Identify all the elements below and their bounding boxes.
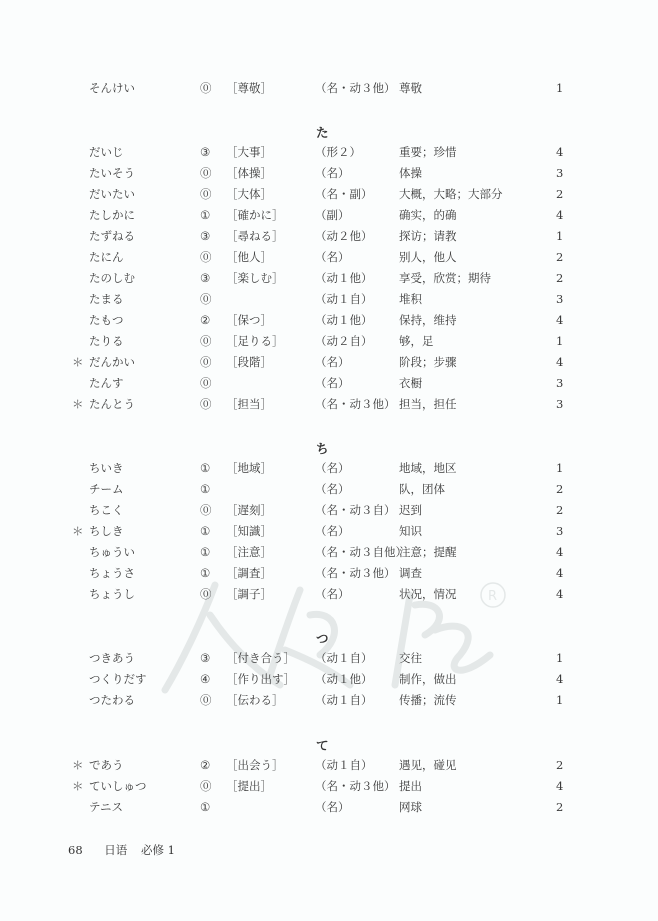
part-of-speech: （动１自） (315, 693, 373, 707)
accent-mark: ① (200, 545, 211, 559)
kana-reading: チーム (89, 482, 124, 496)
kana-reading: たりる (89, 334, 124, 348)
vocab-row (0, 184, 658, 205)
vocab-row (0, 289, 658, 310)
part-of-speech: （动１他） (315, 672, 373, 686)
kanji-form: ［尋ねる］ (226, 229, 284, 243)
accent-mark: ① (200, 208, 211, 222)
meaning: 享受，欣赏；期待 (399, 271, 491, 285)
part-of-speech: （形２） (315, 145, 361, 159)
accent-mark: ⓪ (200, 187, 212, 201)
vocab-row (0, 268, 658, 289)
kana-reading: ちしき (89, 524, 124, 538)
kana-reading: たしかに (89, 208, 135, 222)
kanji-form: ［保つ］ (226, 313, 272, 327)
lesson-number: 2 (556, 503, 564, 517)
kana-reading: であう (89, 758, 124, 772)
kana-reading: だいたい (89, 187, 135, 201)
accent-mark: ⓪ (200, 334, 212, 348)
vocab-row (0, 563, 658, 584)
meaning: 网球 (399, 800, 422, 814)
lesson-number: 4 (556, 313, 564, 327)
book-title: 日语 (104, 843, 128, 857)
important-marker: ＊ (72, 397, 84, 411)
part-of-speech: （名） (315, 482, 350, 496)
kanji-form: ［楽しむ］ (226, 271, 284, 285)
part-of-speech: （动２自） (315, 334, 373, 348)
part-of-speech: （名・动３他） (315, 81, 396, 95)
kanji-form: ［地域］ (226, 461, 272, 475)
meaning: 调查 (399, 566, 422, 580)
kanji-form: ［伝わる］ (226, 693, 284, 707)
accent-mark: ④ (200, 672, 211, 686)
vocab-row (0, 458, 658, 479)
accent-mark: ⓪ (200, 292, 212, 306)
kana-reading: テニス (89, 800, 124, 814)
lesson-number: 1 (556, 81, 564, 95)
page-number: 68 (68, 843, 83, 857)
lesson-number: 3 (556, 376, 564, 390)
part-of-speech: （名・动３自他） (315, 545, 407, 559)
vocab-row (0, 669, 658, 690)
meaning: 担当，担任 (399, 397, 457, 411)
meaning: 遇见，碰见 (399, 758, 457, 772)
kana-reading: ちゅうい (89, 545, 135, 559)
vocab-row (0, 310, 658, 331)
important-marker: ＊ (72, 758, 84, 772)
meaning: 尊敬 (399, 81, 422, 95)
lesson-number: 2 (556, 800, 564, 814)
lesson-number: 3 (556, 397, 564, 411)
kanji-form: ［付き合う］ (226, 651, 295, 665)
meaning: 注意；提醒 (399, 545, 457, 559)
meaning: 地域，地区 (399, 461, 457, 475)
meaning: 状况，情况 (399, 587, 457, 601)
kana-reading: たのしむ (89, 271, 135, 285)
accent-mark: ③ (200, 271, 211, 285)
kanji-form: ［提出］ (226, 779, 272, 793)
vocab-row (0, 373, 658, 394)
lesson-number: 2 (556, 187, 564, 201)
part-of-speech: （名） (315, 524, 350, 538)
lesson-number: 1 (556, 461, 564, 475)
kana-reading: そんけい (89, 81, 135, 95)
lesson-number: 1 (556, 693, 564, 707)
meaning: 迟到 (399, 503, 422, 517)
kana-reading: つくりだす (89, 672, 147, 686)
meaning: 别人，他人 (399, 250, 457, 264)
part-of-speech: （名・动３他） (315, 397, 396, 411)
vocab-row (0, 584, 658, 605)
accent-mark: ③ (200, 229, 211, 243)
part-of-speech: （动１自） (315, 292, 373, 306)
vocab-row (0, 690, 658, 711)
accent-mark: ① (200, 524, 211, 538)
kana-reading: たんとう (89, 397, 135, 411)
kana-reading: ちょうさ (89, 566, 135, 580)
vocab-row (0, 394, 658, 415)
lesson-number: 2 (556, 271, 564, 285)
kanji-form: ［作り出す］ (226, 672, 295, 686)
kana-reading: たんす (89, 376, 124, 390)
meaning: 提出 (399, 779, 422, 793)
accent-mark: ⓪ (200, 376, 212, 390)
lesson-number: 1 (556, 651, 564, 665)
vocab-row (0, 542, 658, 563)
part-of-speech: （动１自） (315, 651, 373, 665)
kana-reading: ちいき (89, 461, 124, 475)
kana-reading: だんかい (89, 355, 135, 369)
lesson-number: 4 (556, 672, 564, 686)
kana-reading: たずねる (89, 229, 135, 243)
part-of-speech: （名・动３他） (315, 779, 396, 793)
volume-label: 必修 1 (140, 843, 175, 857)
accent-mark: ① (200, 482, 211, 496)
part-of-speech: （名） (315, 250, 350, 264)
vocab-row (0, 521, 658, 542)
kanji-form: ［担当］ (226, 397, 272, 411)
lesson-number: 2 (556, 482, 564, 496)
lesson-number: 4 (556, 566, 564, 580)
vocab-row (0, 226, 658, 247)
lesson-number: 1 (556, 334, 564, 348)
part-of-speech: （名） (315, 355, 350, 369)
part-of-speech: （名） (315, 461, 350, 475)
accent-mark: ⓪ (200, 355, 212, 369)
accent-mark: ① (200, 800, 211, 814)
vocab-row (0, 797, 658, 818)
accent-mark: ① (200, 566, 211, 580)
kanji-form: ［注意］ (226, 545, 272, 559)
kana-reading: つきあう (89, 651, 135, 665)
meaning: 大概，大略；大部分 (399, 187, 503, 201)
part-of-speech: （动１自） (315, 758, 373, 772)
vocab-row (0, 142, 658, 163)
meaning: 交往 (399, 651, 422, 665)
accent-mark: ⓪ (200, 166, 212, 180)
accent-mark: ⓪ (200, 693, 212, 707)
vocab-row (0, 163, 658, 184)
kana-reading: だいじ (89, 145, 124, 159)
lesson-number: 4 (556, 545, 564, 559)
part-of-speech: （名） (315, 587, 350, 601)
section-heading-ta: た (316, 125, 329, 140)
lesson-number: 3 (556, 292, 564, 306)
kana-reading: たいそう (89, 166, 135, 180)
kana-reading: たもつ (89, 313, 124, 327)
meaning: 队，团体 (399, 482, 445, 496)
lesson-number: 3 (556, 524, 564, 538)
kanji-form: ［遅刻］ (226, 503, 272, 517)
kana-reading: ちこく (89, 503, 124, 517)
vocab-row (0, 331, 658, 352)
part-of-speech: （名） (315, 376, 350, 390)
kanji-form: ［尊敬］ (226, 81, 272, 95)
important-marker: ＊ (72, 779, 84, 793)
meaning: 传播；流传 (399, 693, 457, 707)
svg-text:R: R (488, 589, 498, 604)
part-of-speech: （名・副） (315, 187, 373, 201)
meaning: 衣橱 (399, 376, 422, 390)
kana-reading: たまる (89, 292, 124, 306)
kana-reading: たにん (89, 250, 124, 264)
vocab-row (0, 479, 658, 500)
accent-mark: ② (200, 758, 211, 772)
vocab-row (0, 352, 658, 373)
vocab-row (0, 205, 658, 226)
meaning: 探访；请教 (399, 229, 457, 243)
meaning: 制作，做出 (399, 672, 457, 686)
kana-reading: ていしゅつ (89, 779, 147, 793)
kanji-form: ［調査］ (226, 566, 272, 580)
meaning: 重要；珍惜 (399, 145, 457, 159)
meaning: 堆积 (399, 292, 422, 306)
kanji-form: ［知識］ (226, 524, 272, 538)
accent-mark: ⓪ (200, 250, 212, 264)
meaning: 体操 (399, 166, 422, 180)
kanji-form: ［大事］ (226, 145, 272, 159)
kanji-form: ［足りる］ (226, 334, 284, 348)
important-marker: ＊ (72, 355, 84, 369)
vocab-row (0, 500, 658, 521)
lesson-number: 4 (556, 779, 564, 793)
section-heading-te: て (316, 738, 329, 753)
accent-mark: ⓪ (200, 81, 212, 95)
lesson-number: 4 (556, 208, 564, 222)
kanji-form: ［調子］ (226, 587, 272, 601)
vocab-row (0, 648, 658, 669)
kanji-form: ［段階］ (226, 355, 272, 369)
lesson-number: 3 (556, 166, 564, 180)
kanji-form: ［確かに］ (226, 208, 284, 222)
lesson-number: 1 (556, 229, 564, 243)
part-of-speech: （动１他） (315, 271, 373, 285)
accent-mark: ③ (200, 145, 211, 159)
part-of-speech: （副） (315, 208, 350, 222)
part-of-speech: （名） (315, 800, 350, 814)
section-heading-tsu: つ (316, 631, 329, 646)
meaning: 阶段；步骤 (399, 355, 457, 369)
accent-mark: ⓪ (200, 503, 212, 517)
vocab-row (0, 776, 658, 797)
meaning: 够，足 (399, 334, 434, 348)
part-of-speech: （名・动３自） (315, 503, 396, 517)
kana-reading: ちょうし (89, 587, 135, 601)
vocab-row (0, 247, 658, 268)
page-footer (68, 842, 175, 858)
section-heading-chi: ち (316, 441, 329, 456)
meaning: 知识 (399, 524, 422, 538)
lesson-number: 4 (556, 145, 564, 159)
vocab-row (0, 78, 658, 99)
lesson-number: 2 (556, 758, 564, 772)
kanji-form: ［出会う］ (226, 758, 284, 772)
lesson-number: 4 (556, 355, 564, 369)
meaning: 确实，的确 (399, 208, 457, 222)
meaning: 保持，维持 (399, 313, 457, 327)
vocab-row (0, 755, 658, 776)
part-of-speech: （名） (315, 166, 350, 180)
accent-mark: ① (200, 461, 211, 475)
accent-mark: ⓪ (200, 397, 212, 411)
part-of-speech: （动１他） (315, 313, 373, 327)
kanji-form: ［大体］ (226, 187, 272, 201)
lesson-number: 4 (556, 587, 564, 601)
kanji-form: ［体操］ (226, 166, 272, 180)
accent-mark: ② (200, 313, 211, 327)
part-of-speech: （名・动３他） (315, 566, 396, 580)
important-marker: ＊ (72, 524, 84, 538)
kana-reading: つたわる (89, 693, 135, 707)
lesson-number: 2 (556, 250, 564, 264)
accent-mark: ⓪ (200, 779, 212, 793)
kanji-form: ［他人］ (226, 250, 272, 264)
accent-mark: ③ (200, 651, 211, 665)
part-of-speech: （动２他） (315, 229, 373, 243)
accent-mark: ⓪ (200, 587, 212, 601)
